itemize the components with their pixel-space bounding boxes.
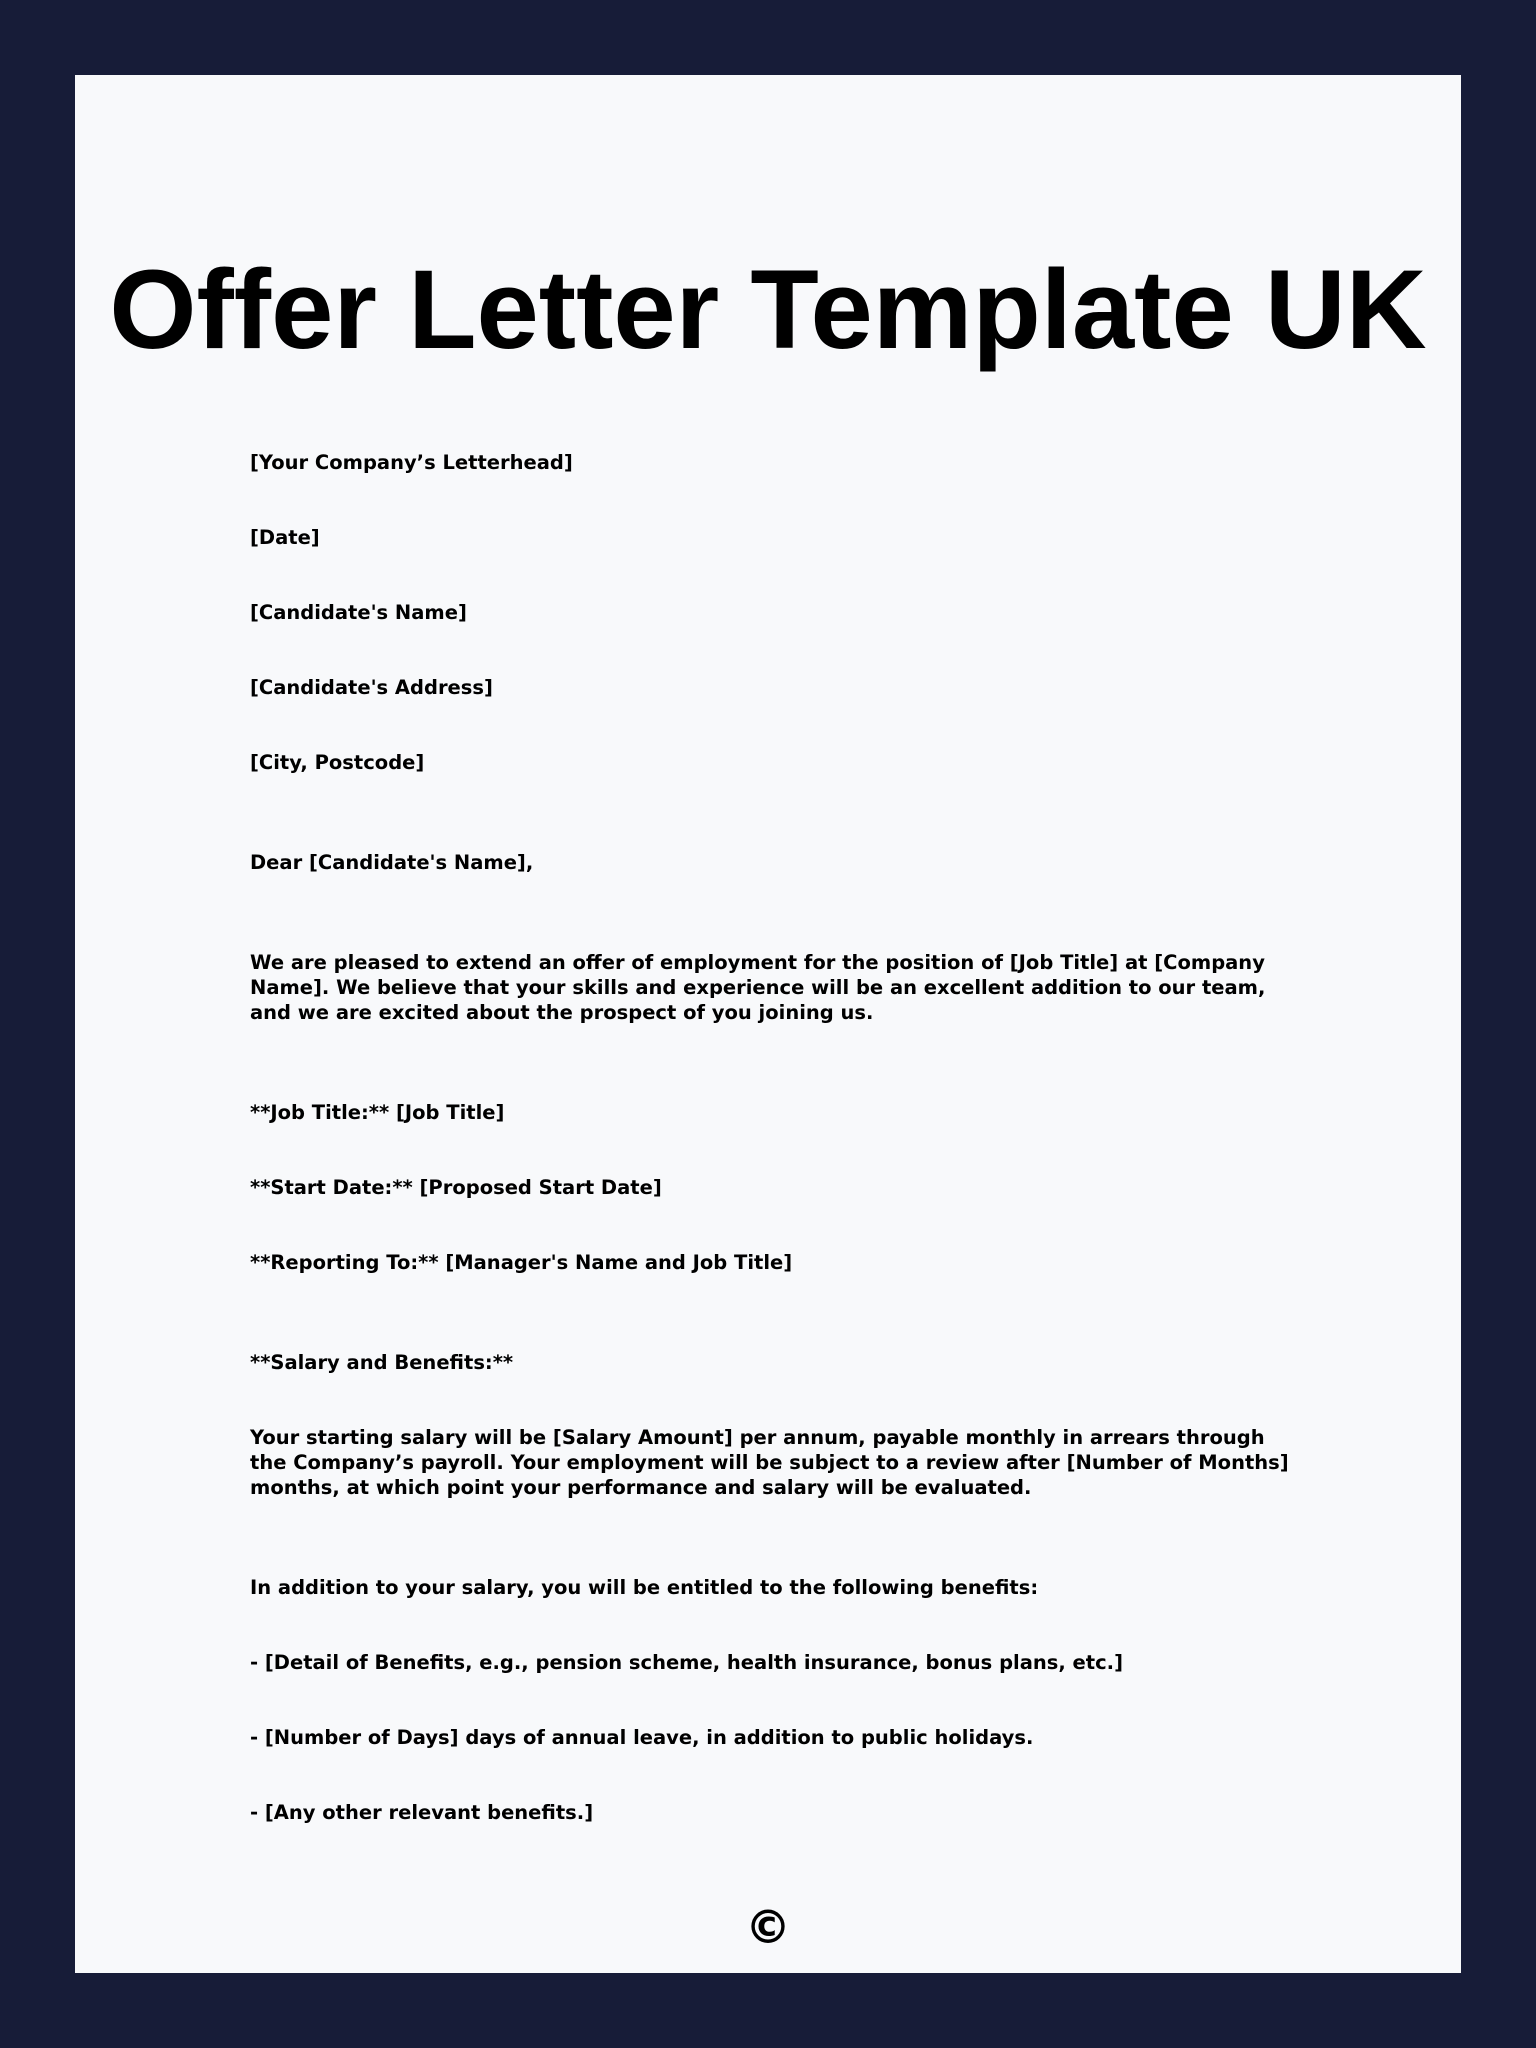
job-title-line: **Job Title:** [Job Title] <box>250 1101 505 1124</box>
letter-date: [Date] <box>250 526 320 549</box>
salutation: Dear [Candidate's Name], <box>250 851 534 874</box>
candidate-address: [Candidate's Address] <box>250 676 493 699</box>
letter-body <box>250 450 1290 1825</box>
reporting-to-line: **Reporting To:** [Manager's Name and Job Title] <box>250 1251 793 1274</box>
benefits-intro: In addition to your salary, you will be entitled to the following benefits: <box>250 1576 1039 1599</box>
benefit-item: - [Number of Days] days of annual leave, in addition to public holidays. <box>250 1726 1034 1749</box>
copyright-icon: © <box>745 1900 791 1954</box>
document-title: Offer Letter Template UK <box>109 247 1427 372</box>
start-date-line: **Start Date:** [Proposed Start Date] <box>250 1176 662 1199</box>
letterhead: [Your Company’s Letterhead] <box>250 451 573 474</box>
intro-paragraph: We are pleased to extend an offer of employment for the position of [Job Title] at [Company Name]. We believe that your skills and experience will be an excellent addition to our team, and we are excited about the prospect of you joining us. <box>250 951 1266 1024</box>
salary-paragraph: Your starting salary will be [Salary Amount] per annum, payable monthly in arrears through the Company’s payroll. Your employment will be subject to a review after [Number of Months] months, at which point your performance and salary will be evaluated. <box>250 1426 1289 1499</box>
benefit-item: - [Detail of Benefits, e.g., pension scheme, health insurance, bonus plans, etc.] <box>250 1651 1123 1674</box>
salary-heading: **Salary and Benefits:** <box>250 1351 514 1374</box>
city-postcode: [City, Postcode] <box>250 751 425 774</box>
benefit-item: - [Any other relevant benefits.] <box>250 1801 594 1824</box>
candidate-name: [Candidate's Name] <box>250 601 467 624</box>
